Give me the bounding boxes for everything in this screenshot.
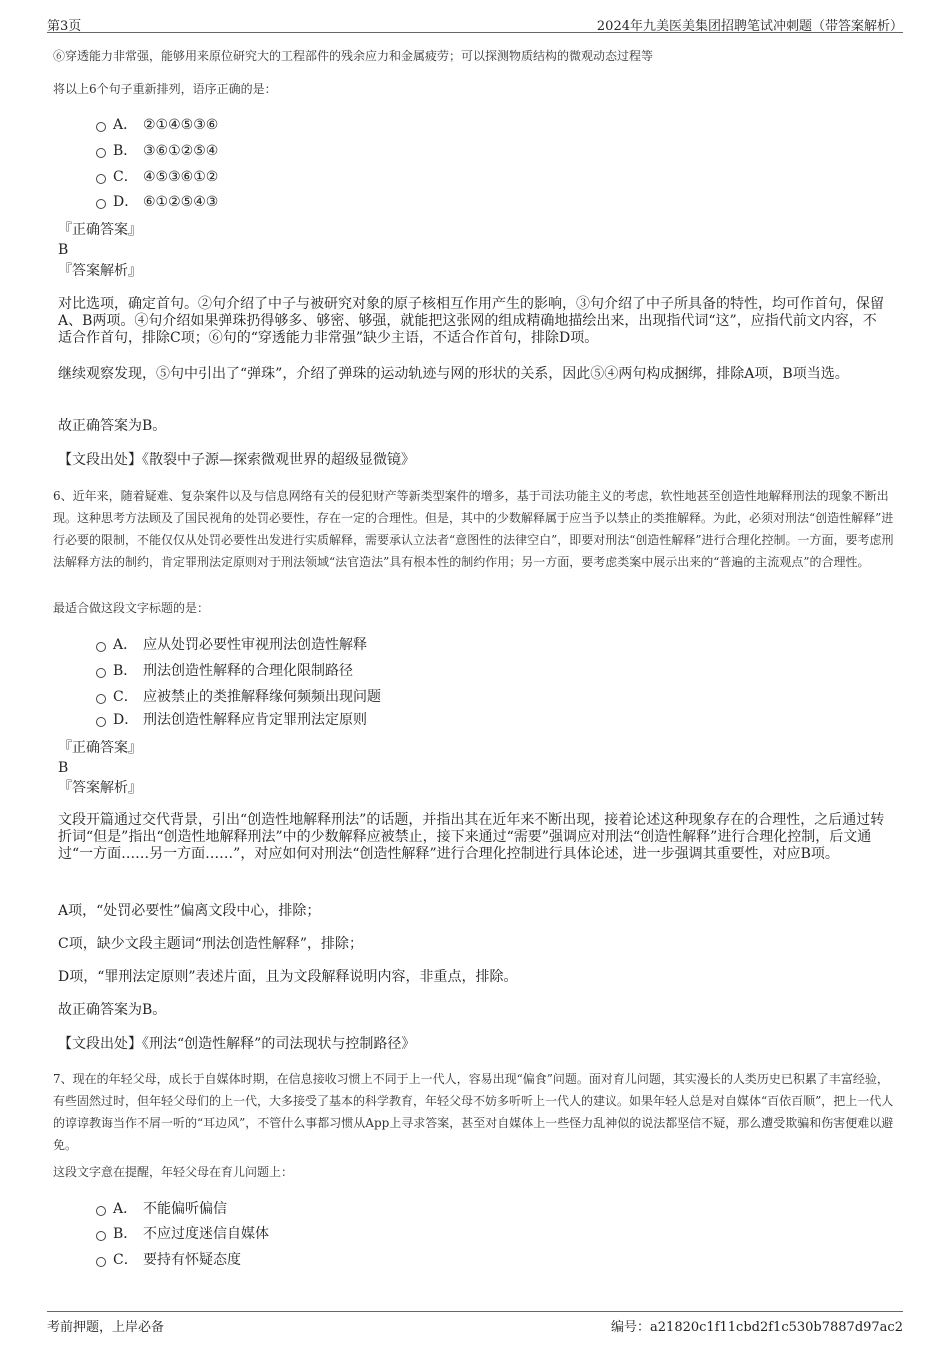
document-id: 编号：a21820c1f11cbd2f1c530b7887d97ac2 <box>611 1320 903 1335</box>
q7-option-c[interactable]: C． 要持有怀疑态度 <box>96 1250 241 1270</box>
q5-analysis-paragraph: 继续观察发现，⑤句中引出了“弹珠”，介绍了弹珠的运动轨迹与网的形状的关系，因此⑤④两句构成捆绑，排除A项，B项当选。 <box>58 366 849 382</box>
q6-prompt: 最适合做这段文字标题的是： <box>53 601 210 615</box>
radio-icon[interactable] <box>96 717 106 727</box>
footer-slogan: 考前押题，上岸必备 <box>47 1320 165 1335</box>
q5-option-b[interactable]: B． ③⑥①②⑤④ <box>96 141 218 161</box>
q5-answer-label: 『正确答案』 <box>58 222 142 238</box>
q6-analysis-paragraph: C项，缺少文段主题词“刑法创造性解释”，排除； <box>58 936 364 952</box>
q7-option-a[interactable]: A． 不能偏听偏信 <box>96 1199 227 1219</box>
q6-analysis-paragraph: 文段开篇通过交代背景，引出“创造性地解释刑法”的话题，并指出其在近年来不断出现，接着论述这种现象存在的合理性，之后通过转折词“但是”指出“创造性地解释刑法”中的少数解释应被禁止，接下来通过“需要”强调应对刑法“创造性解释”进行合理化控制，后文通过“一方面……另一方面……”，对应如何对刑法“创造性解释”进行合理化控制进行具体论述，进一步强调其重要性，对应B项。 <box>58 812 885 862</box>
page-number: 第3页 <box>47 19 82 34</box>
q6-stem: 6、近年来，随着疑难、复杂案件以及与信息网络有关的侵犯财产等新类型案件的增多，基于司法功能主义的考虑，软性地甚至创造性地解释刑法的现象不断出现。这种思考方法顾及了国民视角的处罚必要性，存在一定的合理性。但是，其中的少数解释属于应当予以禁止的类推解释。为此，必须对刑法“创造性解释”进行必要的限制，不能仅仅从处罚必要性出发进行实质解释，需要承认立法者“意图性的法律空白”，即要对刑法“创造性解释”进行合理化控制。一方面，要考虑刑法解释方法的制约，肯定罪刑法定原则对于刑法领域“法官造法”具有根本性的制约作用；另一方面，要考虑类案中展示出来的“普遍的主流观点”的合理性。 <box>53 489 894 569</box>
q6-option-a[interactable]: A． 应从处罚必要性审视刑法创造性解释 <box>96 635 367 655</box>
radio-icon[interactable] <box>96 148 106 158</box>
radio-icon[interactable] <box>96 174 106 184</box>
q6-analysis-label: 『答案解析』 <box>58 780 142 796</box>
q6-analysis-conclusion: 故正确答案为B。 <box>58 1002 167 1018</box>
radio-icon[interactable] <box>96 1231 106 1241</box>
q5-answer: B <box>58 242 69 258</box>
q5-option-c[interactable]: C． ④⑤③⑥①② <box>96 167 218 187</box>
q5-analysis-conclusion: 故正确答案为B。 <box>58 418 167 434</box>
q6-option-b[interactable]: B． 刑法创造性解释的合理化限制路径 <box>96 661 353 681</box>
q6-analysis-paragraph: D项，“罪刑法定原则”表述片面，且为文段解释说明内容，非重点，排除。 <box>58 969 518 985</box>
q5-prompt: 将以上6个句子重新排列，语序正确的是： <box>53 82 277 96</box>
q5-sentence-6: ⑥穿透能力非常强，能够用来原位研究大的工程部件的残余应力和金属疲劳；可以探测物质结构的微观动态过程等 <box>53 49 654 63</box>
page-footer <box>47 1311 903 1334</box>
q6-option-d[interactable]: D． 刑法创造性解释应肯定罪刑法定原则 <box>96 710 367 730</box>
q6-analysis-paragraph: A项，“处罚必要性”偏离文段中心，排除； <box>58 903 321 919</box>
q6-source: 【文段出处】《刑法“创造性解释”的司法现状与控制路径》 <box>58 1036 416 1052</box>
radio-icon[interactable] <box>96 199 106 209</box>
radio-icon[interactable] <box>96 642 106 652</box>
q5-analysis-label: 『答案解析』 <box>58 263 142 279</box>
q7-stem: 7、现在的年轻父母，成长于自媒体时期，在信息接收习惯上不同于上一代人，容易出现“偏食”问题。面对育儿问题，其实漫长的人类历史已积累了丰富经验，有些固然过时，但年轻父母们的上一代，大多接受了基本的科学教育，年轻父母不妨多听听上一代人的建议。如果年轻人总是对自媒体“百依百顺”，把上一代人的谆谆教诲当作不屑一听的“耳边风”，不管什么事都习惯从App上寻求答案，甚至对自媒体上一些怪力乱神似的说法都坚信不疑，那么遭受欺骗和伤害便难以避免。 <box>53 1072 894 1152</box>
document-title: 2024年九美医美集团招聘笔试冲刺题（带答案解析） <box>596 19 903 34</box>
q7-prompt: 这段文字意在提醒，年轻父母在育儿问题上： <box>53 1165 294 1179</box>
radio-icon[interactable] <box>96 668 106 678</box>
radio-icon[interactable] <box>96 1206 106 1216</box>
radio-icon[interactable] <box>96 694 106 704</box>
q5-analysis-paragraph: 对比选项，确定首句。②句介绍了中子与被研究对象的原子核相互作用产生的影响，③句介绍了中子所具备的特性，均可作首句，保留A、B两项。④句介绍如果弹珠扔得够多、够密、够强，就能把这张网的组成精确地描绘出来，出现指代词“这”，应指代前文内容，不适合作首句，排除C项；⑥句的“穿透能力非常强”缺少主语，不适合作首句，排除D项。 <box>58 296 884 346</box>
q5-source: 【文段出处】《散裂中子源—探索微观世界的超级显微镜》 <box>58 452 415 468</box>
q6-answer: B <box>58 760 69 776</box>
page-header <box>47 12 903 33</box>
radio-icon[interactable] <box>96 122 106 132</box>
radio-icon[interactable] <box>96 1257 106 1267</box>
q6-option-c[interactable]: C． 应被禁止的类推解释缘何频频出现问题 <box>96 687 381 707</box>
q7-option-b[interactable]: B． 不应过度迷信自媒体 <box>96 1224 269 1244</box>
q5-option-a[interactable]: A． ②①④⑤③⑥ <box>96 115 218 135</box>
q6-answer-label: 『正确答案』 <box>58 740 142 756</box>
q5-option-d[interactable]: D． ⑥①②⑤④③ <box>96 192 218 212</box>
